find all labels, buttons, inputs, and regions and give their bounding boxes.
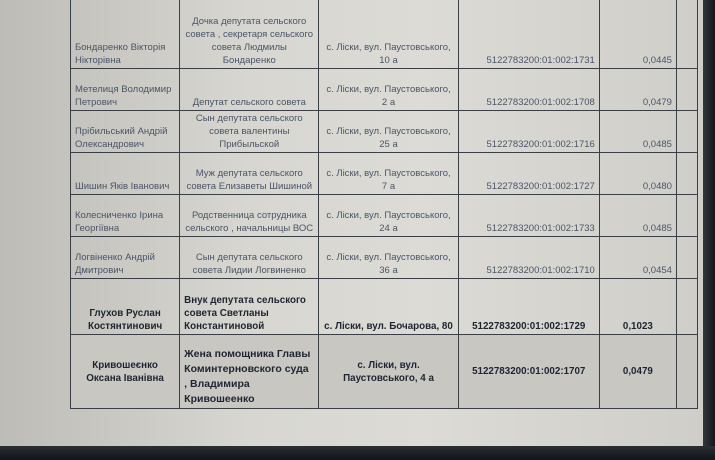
table-row [71,69,698,111]
cadastre-number-cell: 5122783200:01:002:1729 [458,279,599,335]
photo-edge-right [703,0,715,446]
cadastre-number-cell: 5122783200:01:002:1710 [458,237,599,279]
address-cell: с. Ліски, вул. Паустовського, 10 а [319,0,458,69]
land-allocation-table [70,0,698,409]
address-cell: с. Ліски, вул. Бочарова, 80 [319,279,458,335]
cadastre-number-cell: 5122783200:01:002:1707 [458,335,599,409]
relation-cell: Сын депутата сельского совета валентины Прибыльской [180,111,319,153]
area-cell: 0,0454 [599,237,676,279]
owner-name-cell: Кривошеєнко Оксана Іванівна [71,335,180,409]
area-cell: 0,0479 [599,335,676,409]
address-cell: с. Ліски, вул. Паустовського, 25 а [319,111,458,153]
relation-cell: Муж депутата сельского совета Елизаветы Шишиной [180,153,319,195]
table-row [71,237,698,279]
relation-cell: Сын депутата сельского совета Лидии Логвиненко [180,237,319,279]
owner-name-cell: Логвіненко Андрій Дмитрович [71,237,180,279]
cadastre-number-cell: 5122783200:01:002:1716 [458,111,599,153]
relation-cell: Жена помощника Главы Коминтерновского суда , Владимира Кривошеенко [180,335,319,409]
area-cell: 0,0445 [599,0,676,69]
extra-cell [676,153,697,195]
table-row [71,195,698,237]
cadastre-number-cell: 5122783200:01:002:1708 [458,69,599,111]
address-cell: с. Ліски, вул. Паустовського, 24 а [319,195,458,237]
relation-cell: Дочка депутата сельского совета , секретаря сельского совета Людмилы Бондаренко [180,0,319,69]
area-cell: 0,0485 [599,111,676,153]
cadastre-number-cell: 5122783200:01:002:1733 [458,195,599,237]
table-row [71,335,698,409]
area-cell: 0,0479 [599,69,676,111]
area-cell: 0,1023 [599,279,676,335]
extra-cell [676,111,697,153]
area-cell: 0,0480 [599,153,676,195]
photo-edge-bottom [0,446,715,460]
extra-cell [676,335,697,409]
cadastre-number-cell: 5122783200:01:002:1727 [458,153,599,195]
owner-name-cell: Глухов Руслан Костянтинович [71,279,180,335]
owner-name-cell: Шишин Яків Іванович [71,153,180,195]
extra-cell [676,69,697,111]
table-row [71,153,698,195]
cadastre-number-cell: 5122783200:01:002:1731 [458,0,599,69]
owner-name-cell: Прібильський Андрій Олександрович [71,111,180,153]
table-row [71,0,698,69]
relation-cell: Внук депутата сельского совета Светланы Константиновой [180,279,319,335]
address-cell: с. Ліски, вул. Паустовського, 36 а [319,237,458,279]
relation-cell: Депутат сельского совета [180,69,319,111]
extra-cell [676,237,697,279]
extra-cell [676,195,697,237]
address-cell: с. Ліски, вул. Паустовського, 7 а [319,153,458,195]
relation-cell: Родственница сотрудника сельского , начальницы ВОС [180,195,319,237]
extra-cell [676,279,697,335]
area-cell: 0,0485 [599,195,676,237]
owner-name-cell: Метелиця Володимир Петрович [71,69,180,111]
table-row [71,111,698,153]
table-row [71,279,698,335]
extra-cell [676,0,697,69]
address-cell: с. Ліски, вул. Паустовського, 2 а [319,69,458,111]
address-cell: с. Ліски, вул. Паустовського, 4 а [319,335,458,409]
owner-name-cell: Бондаренко Вікторія Нікторівна [71,0,180,69]
owner-name-cell: Колесниченко Ірина Георгіївна [71,195,180,237]
